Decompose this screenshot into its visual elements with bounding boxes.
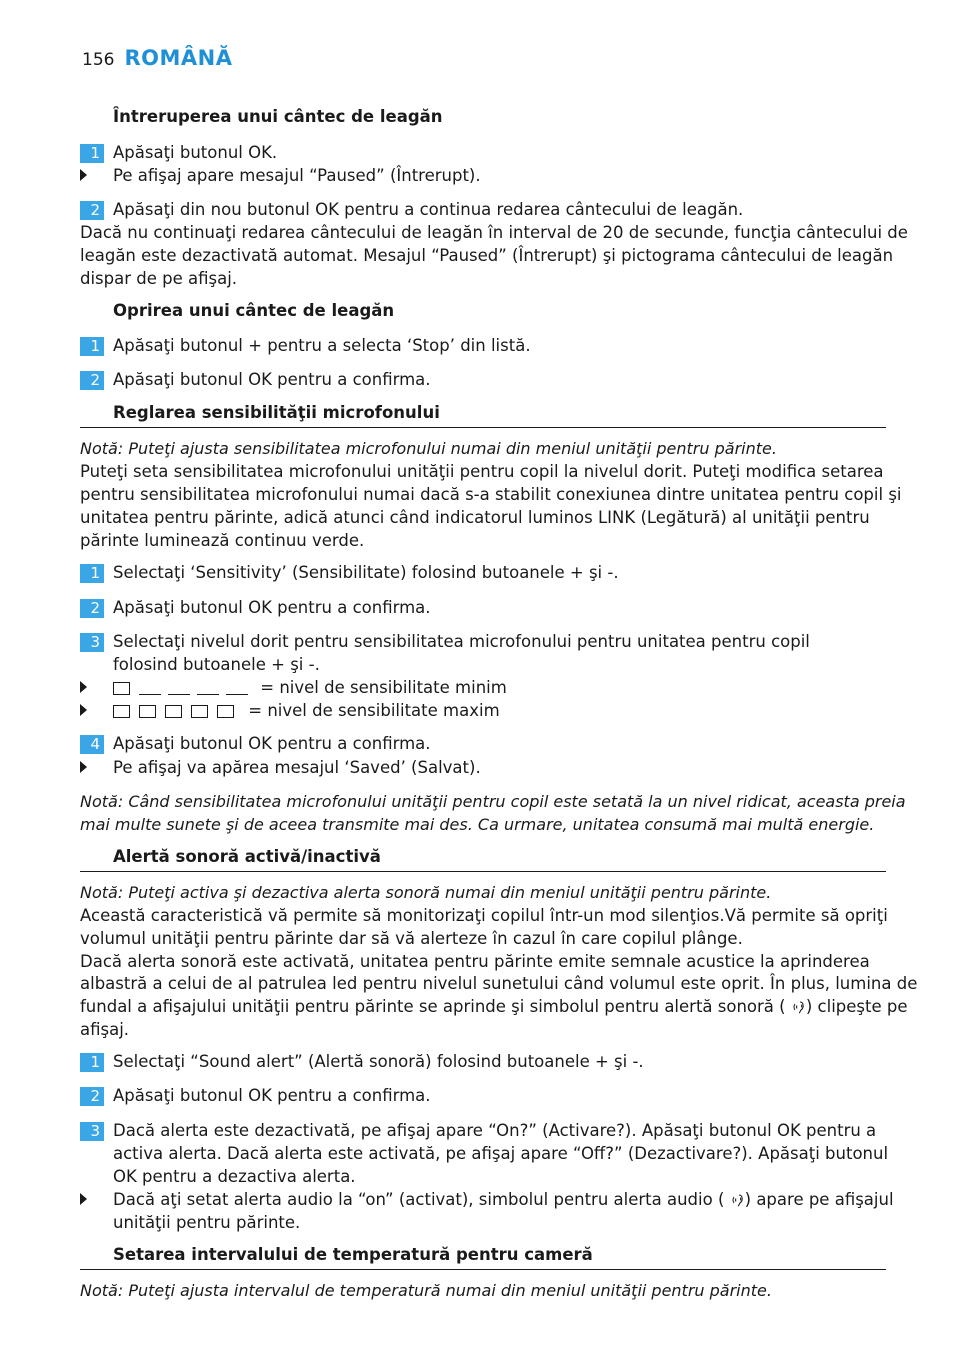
level-bar-filled xyxy=(191,705,208,718)
section-heading-sound-alert: Alertă sonoră activă/inactivă xyxy=(113,847,381,866)
level-bar-empty xyxy=(139,694,161,696)
section-heading-pause: Întreruperea unui cântec de leagăn xyxy=(113,107,443,126)
step-text: Apăsaţi butonul OK pentru a confirma. xyxy=(113,598,431,617)
sound-alert-icon xyxy=(791,999,806,1015)
triangle-bullet-icon xyxy=(80,169,87,181)
paragraph-text: fundal a afişajului unităţii pentru părinte se aprinde şi simbolul pentru alertă sonoră ( xyxy=(80,997,786,1016)
step-number: 1 xyxy=(80,564,104,583)
step-number: 2 xyxy=(80,371,104,390)
paragraph-text: ) clipeşte pe xyxy=(805,997,908,1016)
triangle-bullet-icon xyxy=(80,681,87,693)
step-number: 3 xyxy=(80,633,104,652)
step-number: 2 xyxy=(80,201,104,220)
paragraph-line: Dacă nu continuaţi redarea cântecului de leagăn în interval de 20 de secunde, funcţia cântecului de xyxy=(80,223,908,242)
note-text: Notă: Când sensibilitatea microfonului unităţii pentru copil este setată la un nivel ridicat, aceasta preia xyxy=(80,792,906,811)
paragraph-line: dispar de pe afişaj. xyxy=(80,269,238,288)
step-number: 3 xyxy=(80,1122,104,1141)
level-bar-empty xyxy=(168,694,190,696)
level-bar-filled xyxy=(165,705,182,718)
step-text: Dacă alerta este dezactivată, pe afişaj apare “On?” (Activare?). Apăsaţi butonul OK pentru a xyxy=(113,1121,877,1140)
section-heading-stop: Oprirea unui cântec de leagăn xyxy=(113,301,395,320)
section-heading-sensitivity: Reglarea sensibilităţii microfonului xyxy=(113,403,440,422)
paragraph-line: Dacă alerta sonoră este activată, unitatea pentru părinte emite semnale acustice la aprinderea xyxy=(80,952,870,971)
bullet-text: ) apare pe afişajul xyxy=(744,1190,894,1209)
bullet-text: Pe afişaj apare mesajul “Paused” (Întrerupt). xyxy=(113,166,481,185)
paragraph-line: Puteţi seta sensibilitatea microfonului unităţii pentru copil la nivelul dorit. Puteţi modifica setarea xyxy=(80,462,884,481)
step-text: Selectaţi ‘Sensitivity’ (Sensibilitate) folosind butoanele + şi -. xyxy=(113,563,619,582)
step-text: activa alerta. Dacă alerta este activată, pe afişaj apare “Off?” (Dezactivare?). Apăsaţi butonul xyxy=(113,1144,889,1163)
triangle-bullet-icon xyxy=(80,704,87,716)
note-text: Notă: Puteţi ajusta sensibilitatea microfonului numai din meniul unităţii pentru părinte. xyxy=(80,439,777,458)
step-text: Apăsaţi butonul OK pentru a confirma. xyxy=(113,734,431,753)
language-title: ROMÂNĂ xyxy=(124,46,233,70)
step-number: 2 xyxy=(80,599,104,618)
sound-alert-icon xyxy=(730,1192,745,1208)
step-number: 2 xyxy=(80,1087,104,1106)
paragraph-line: pentru sensibilitatea microfonului numai dacă s-a stabilit conexiunea dintre unitatea pentru copil şi xyxy=(80,485,902,504)
step-text: Apăsaţi butonul OK pentru a confirma. xyxy=(113,1086,431,1105)
level-bar-filled xyxy=(113,705,130,718)
level-bar-empty xyxy=(226,694,248,696)
paragraph-line: afişaj. xyxy=(80,1020,130,1039)
paragraph-line: leagăn este dezactivată automat. Mesajul “Paused” (Întrerupt) şi pictograma cântecului de leagăn xyxy=(80,246,894,265)
level-bar-filled xyxy=(113,682,130,695)
step-text: Selectaţi nivelul dorit pentru sensibilitatea microfonului pentru unitatea pentru copil xyxy=(113,632,810,651)
step-number: 1 xyxy=(80,337,104,356)
step-number: 1 xyxy=(80,144,104,163)
paragraph-line: albastră a celui de al patrulea led pentru nivelul sunetului când volumul este oprit. În plus, lumina de xyxy=(80,974,918,993)
step-text: folosind butoanele + şi -. xyxy=(113,655,320,674)
note-text: mai multe sunete şi de aceea transmite mai des. Ca urmare, unitatea consumă mai multă energie. xyxy=(80,815,875,834)
triangle-bullet-icon xyxy=(80,1193,87,1205)
bullet-text: Dacă aţi setat alerta audio la “on” (activat), simbolul pentru alerta audio ( xyxy=(113,1190,725,1209)
step-text: OK pentru a dezactiva alerta. xyxy=(113,1167,356,1186)
step-text: Apăsaţi butonul + pentru a selecta ‘Stop’ din listă. xyxy=(113,336,531,355)
sensitivity-max-row xyxy=(113,699,500,722)
step-number: 1 xyxy=(80,1053,104,1072)
level-bar-empty xyxy=(197,694,219,696)
sensitivity-min-label: = nivel de sensibilitate minim xyxy=(260,678,507,697)
sensitivity-max-label: = nivel de sensibilitate maxim xyxy=(248,701,500,720)
level-bar-filled xyxy=(139,705,156,718)
paragraph-line xyxy=(80,995,908,1018)
page-header xyxy=(82,46,232,70)
sensitivity-min-row xyxy=(113,676,507,699)
section-divider xyxy=(80,427,886,428)
section-heading-temperature: Setarea intervalului de temperatură pentru cameră xyxy=(113,1245,593,1264)
bullet-text: Pe afişaj va apărea mesajul ‘Saved’ (Salvat). xyxy=(113,758,481,777)
step-text: Selectaţi “Sound alert” (Alertă sonoră) folosind butoanele + şi -. xyxy=(113,1052,644,1071)
step-text: Apăsaţi butonul OK. xyxy=(113,143,278,162)
note-text: Notă: Puteţi activa şi dezactiva alerta sonoră numai din meniul unităţii pentru părinte. xyxy=(80,883,772,902)
page-number: 156 xyxy=(82,50,115,70)
paragraph-line: unitatea pentru părinte, adică atunci când indicatorul luminos LINK (Legătură) al unităţii pentru xyxy=(80,508,870,527)
triangle-bullet-icon xyxy=(80,761,87,773)
section-divider xyxy=(80,1269,886,1270)
level-bar-filled xyxy=(217,705,234,718)
step-number: 4 xyxy=(80,735,104,754)
note-text: Notă: Puteţi ajusta intervalul de temperatură numai din meniul unităţii pentru părinte. xyxy=(80,1281,772,1300)
paragraph-line: părinte luminează continuu verde. xyxy=(80,531,365,550)
step-text: Apăsaţi din nou butonul OK pentru a continua redarea cântecului de leagăn. xyxy=(113,200,744,219)
paragraph-line: volumul unităţii pentru părinte dar să vă alerteze în cazul în care copilul plânge. xyxy=(80,929,743,948)
bullet-text: unităţii pentru părinte. xyxy=(113,1213,301,1232)
step-text: Apăsaţi butonul OK pentru a confirma. xyxy=(113,370,431,389)
bullet-text-line xyxy=(113,1188,894,1211)
section-divider xyxy=(80,871,886,872)
paragraph-line: Această caracteristică vă permite să monitorizaţi copilul într-un mod silenţios.Vă permite să opriţi xyxy=(80,906,888,925)
